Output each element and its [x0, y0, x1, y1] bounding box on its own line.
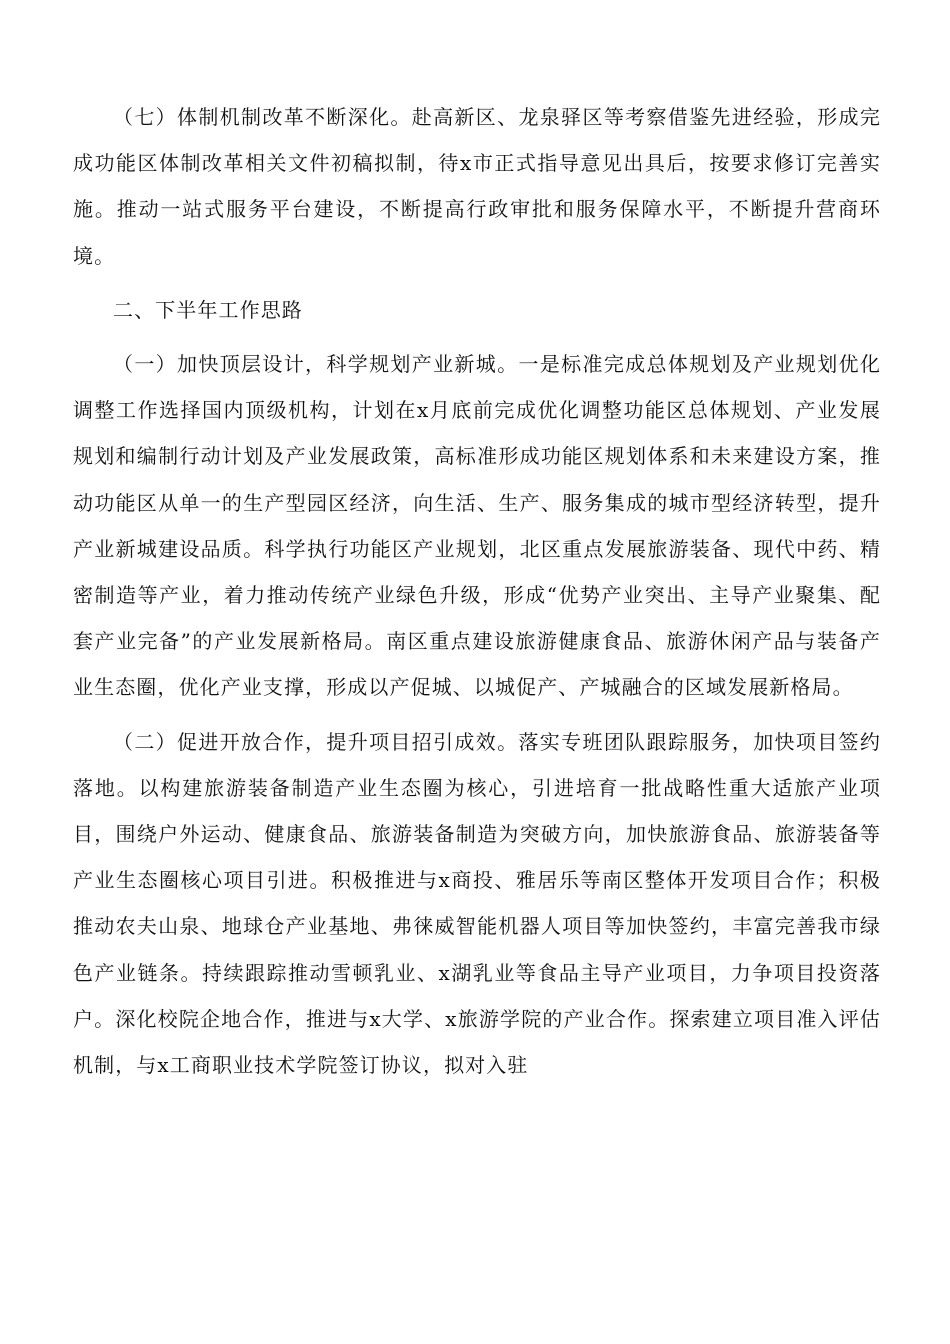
paragraph-reform: （七）体制机制改革不断深化。赴高新区、龙泉驿区等考察借鉴先进经验，形成完成功能区体制改革相关文件初稿拟制，待x市正式指导意见出具后，按要求修订完善实施。推动一站式服务平台建设，不断提高行政审批和服务保障水平，不断提升营商环境。	[73, 105, 881, 268]
section-heading: 二、下半年工作思路	[113, 297, 303, 322]
paragraph-planning: （一）加快顶层设计，科学规划产业新城。一是标准完成总体规划及产业规划优化调整工作选择国内顶级机构，计划在x月底前完成优化调整功能区总体规划、产业发展规划和编制行动计划及产业发展政策，高标准形成功能区规划体系和未来建设方案，推动功能区从单一的生产型园区经济，向生活、生产、服务集成的城市型经济转型，提升产业新城建设品质。科学执行功能区产业规划，北区重点发展旅游装备、现代中药、精密制造等产业，着力推动传统产业绿色升级，形成“优势产业突出、主导产业聚集、配套产业完备”的产业发展新格局。南区重点建设旅游健康食品、旅游休闲产品与装备产业生态圈，优化产业支撑，形成以产促城、以城促产、产城融合的区域发展新格局。	[73, 352, 881, 700]
document-body	[73, 94, 881, 1096]
paragraph-cooperation: （二）促进开放合作，提升项目招引成效。落实专班团队跟踪服务，加快项目签约落地。以构建旅游装备制造产业生态圈为核心，引进培育一批战略性重大适旅产业项目，围绕户外运动、健康食品、旅游装备制造为突破方向，加快旅游食品、旅游装备等产业生态圈核心项目引进。积极推进与x商投、雅居乐等南区整体开发项目合作；积极推动农夫山泉、地球仓产业基地、弗徕威智能机器人项目等加快签约，丰富完善我市绿色产业链条。持续跟踪推动雪顿乳业、x湖乳业等食品主导产业项目，力争项目投资落户。深化校院企地合作，推进与x大学、x旅游学院的产业合作。探索建立项目准入评估机制，与x工商职业技术学院签订协议，拟对入驻	[73, 729, 881, 1078]
